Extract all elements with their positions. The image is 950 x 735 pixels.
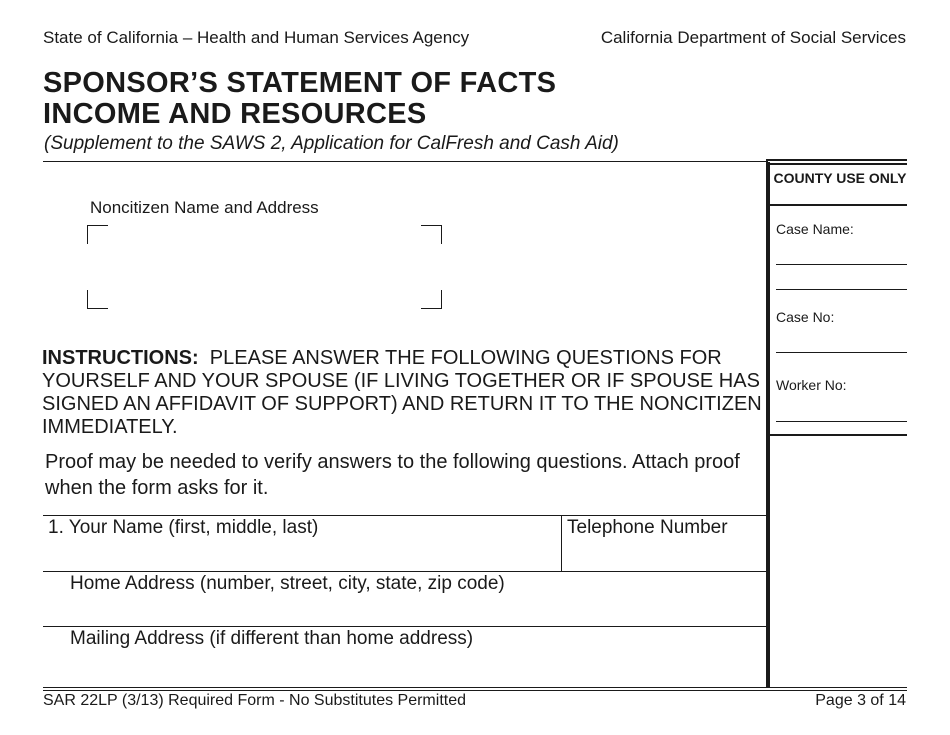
case-no-label: Case No: [776,309,835,325]
footer-rule-2 [43,690,907,691]
home-address-field[interactable]: Home Address (number, street, city, state, zip code) [70,573,505,594]
county-box-top-rule [766,159,907,161]
worker-no-line[interactable] [776,421,907,422]
case-name-label: Case Name: [776,221,854,237]
county-box-bottom-divider [770,434,907,436]
address-window-corner-br [421,290,442,309]
noncitizen-label: Noncitizen Name and Address [90,198,319,217]
footer-rule-1 [43,687,907,688]
county-box-left-border [766,162,770,688]
address-window-corner-bl [87,290,108,309]
case-no-line[interactable] [776,352,907,353]
instructions-text: PLEASE ANSWER THE FOLLOWING QUESTIONS FOR YOURSELF AND YOUR SPOUSE (IF LIVING TOGETHER OR IF SPOUSE HAS SIGNED AN AFFIDAVIT OF SUPPORT) AND RETURN IT TO THE NONCITIZEN IMMEDIATELY. [42,347,762,438]
department-header: California Department of Social Services [600,28,906,47]
your-name-field[interactable]: 1. Your Name (first, middle, last) [48,517,319,538]
instructions-block [42,347,762,439]
mailing-address-field[interactable]: Mailing Address (if different than home address) [70,628,474,649]
top-divider [43,161,768,162]
form-title-line-1: SPONSOR’S STATEMENT OF FACTS [43,67,557,99]
county-use-label: COUNTY USE ONLY [773,170,907,186]
instructions-label: INSTRUCTIONS: [42,347,199,369]
agency-header: State of California – Health and Human Services Agency [43,28,470,47]
case-name-line-2[interactable] [776,289,907,290]
telephone-field[interactable]: Telephone Number [567,517,728,538]
address-window-corner-tl [87,225,108,244]
question-table-rule-2 [43,571,766,572]
worker-no-label: Worker No: [776,377,847,393]
proof-note: Proof may be needed to verify answers to the following questions. Attach proof when the form asks for it. [45,451,740,499]
county-box-top-rule-2 [766,163,907,165]
form-subtitle: (Supplement to the SAWS 2, Application for CalFresh and Cash Aid) [44,133,619,154]
form-id-footer: SAR 22LP (3/13) Required Form - No Substitutes Permitted [43,692,466,709]
question-table-rule-3 [43,626,766,627]
address-window-corner-tr [421,225,442,244]
form-title-line-2: INCOME AND RESOURCES [43,98,427,130]
case-name-line-1[interactable] [776,264,907,265]
county-box-divider [770,204,907,206]
page-number: Page 3 of 14 [815,692,906,709]
question-table-top-rule [43,515,766,516]
question-table-column-divider [561,515,562,571]
